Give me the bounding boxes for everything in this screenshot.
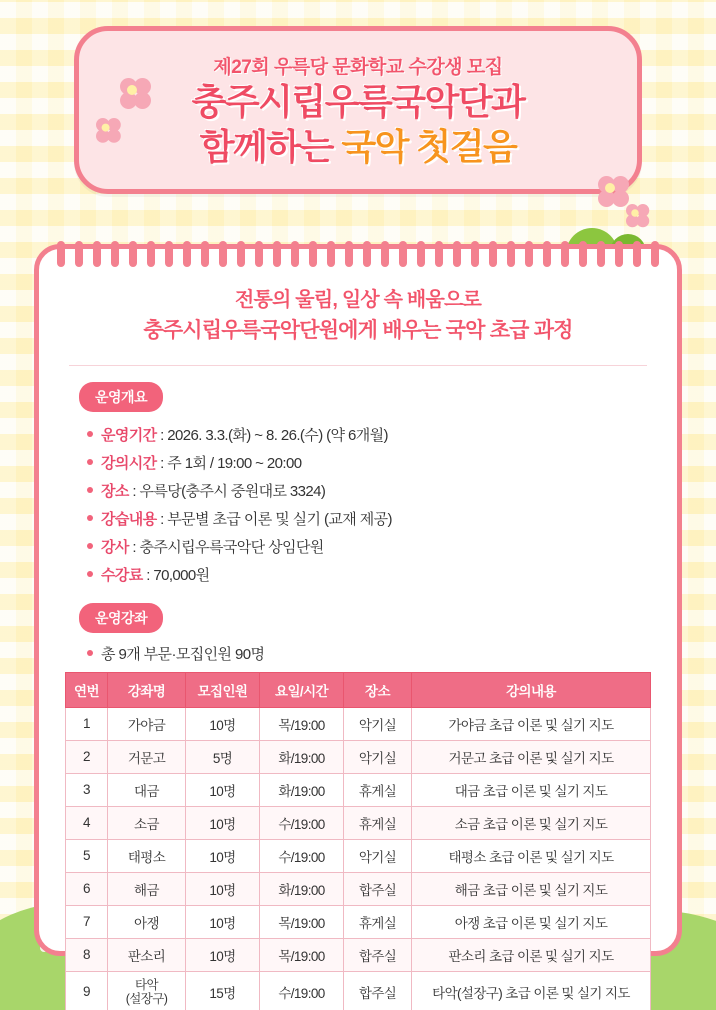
ring-icon — [543, 241, 551, 267]
overview-label: 강의시간 — [101, 454, 157, 472]
cell-content: 가야금 초급 이론 및 실기 지도 — [412, 707, 651, 740]
ring-icon — [93, 241, 101, 267]
table-row — [66, 773, 651, 806]
courses-table — [65, 672, 651, 1010]
cell-content: 아쟁 초급 이론 및 실기 지도 — [412, 905, 651, 938]
ring-icon — [453, 241, 461, 267]
overview-value: : 주 1회 / 19:00 ~ 20:00 — [160, 454, 302, 472]
cell-no: 3 — [66, 773, 108, 806]
list-item — [87, 452, 651, 473]
table-row — [66, 707, 651, 740]
cell-capacity: 10명 — [186, 839, 260, 872]
overview-label: 강습내용 — [101, 510, 157, 528]
cell-no: 7 — [66, 905, 108, 938]
ring-icon — [111, 241, 119, 267]
lead-text — [65, 285, 651, 347]
cell-place: 악기실 — [344, 740, 412, 773]
courses-heading: 운영강좌 — [79, 603, 163, 633]
courses-heading-row — [79, 603, 651, 633]
overview-heading-row — [79, 382, 651, 412]
cell-place: 합주실 — [344, 938, 412, 971]
cell-course: 태평소 — [108, 839, 186, 872]
cell-schedule: 화/19:00 — [260, 773, 344, 806]
overview-label: 장소 — [101, 482, 129, 500]
overview-label: 수강료 — [101, 566, 143, 584]
overview-value: : 우륵당(충주시 중원대로 3324) — [132, 482, 326, 500]
cell-schedule: 화/19:00 — [260, 740, 344, 773]
ring-icon — [417, 241, 425, 267]
column-header-capacity: 모집인원 — [186, 672, 260, 707]
table-row — [66, 938, 651, 971]
cell-capacity: 5명 — [186, 740, 260, 773]
ring-icon — [597, 241, 605, 267]
ring-icon — [363, 241, 371, 267]
ring-icon — [489, 241, 497, 267]
cell-capacity: 10명 — [186, 872, 260, 905]
ring-icon — [615, 241, 623, 267]
cell-place: 휴게실 — [344, 773, 412, 806]
table-row — [66, 905, 651, 938]
list-item — [87, 508, 651, 529]
cell-schedule: 목/19:00 — [260, 707, 344, 740]
ring-icon — [237, 241, 245, 267]
courses-summary: 총 9개 부문·모집인원 90명 — [87, 643, 651, 664]
cell-no: 4 — [66, 806, 108, 839]
ring-icon — [471, 241, 479, 267]
cell-content: 소금 초급 이론 및 실기 지도 — [412, 806, 651, 839]
cell-schedule: 화/19:00 — [260, 872, 344, 905]
ring-icon — [327, 241, 335, 267]
cell-course: 해금 — [108, 872, 186, 905]
ring-icon — [525, 241, 533, 267]
cell-place: 악기실 — [344, 707, 412, 740]
poster-title-line1: 충주시립우륵국악단과 — [191, 81, 525, 123]
list-item — [87, 536, 651, 557]
cell-content: 해금 초급 이론 및 실기 지도 — [412, 872, 651, 905]
table-header-row — [66, 672, 651, 707]
cell-no: 5 — [66, 839, 108, 872]
cell-course: 판소리 — [108, 938, 186, 971]
cell-place: 휴게실 — [344, 905, 412, 938]
table-row — [66, 872, 651, 905]
column-header-content: 강의내용 — [412, 672, 651, 707]
overview-label: 강사 — [101, 538, 129, 556]
cell-course: 소금 — [108, 806, 186, 839]
cell-place: 합주실 — [344, 872, 412, 905]
cell-schedule: 수/19:00 — [260, 806, 344, 839]
cell-no: 2 — [66, 740, 108, 773]
cell-course: 타악 (설장구) — [108, 971, 186, 1010]
ring-icon — [345, 241, 353, 267]
list-item — [87, 424, 651, 445]
ring-icon — [309, 241, 317, 267]
overview-value: : 70,000원 — [146, 566, 210, 584]
lead-line2: 충주시립우륵국악단원에게 배우는 국악 초급 과정 — [143, 319, 573, 342]
ring-icon — [129, 241, 137, 267]
column-header-place: 장소 — [344, 672, 412, 707]
ring-icon — [183, 241, 191, 267]
overview-value: : 충주시립우륵국악단 상임단원 — [132, 538, 324, 556]
ring-icon — [57, 241, 65, 267]
list-item — [87, 564, 651, 585]
table-row — [66, 839, 651, 872]
list-item — [87, 480, 651, 501]
ring-icon — [381, 241, 389, 267]
ring-icon — [579, 241, 587, 267]
table-row — [66, 806, 651, 839]
ring-icon — [273, 241, 281, 267]
cell-course: 아쟁 — [108, 905, 186, 938]
content-card — [34, 244, 682, 1006]
table-row — [66, 740, 651, 773]
ring-icon — [201, 241, 209, 267]
cell-content: 대금 초급 이론 및 실기 지도 — [412, 773, 651, 806]
column-header-course: 강좌명 — [108, 672, 186, 707]
cell-course: 가야금 — [108, 707, 186, 740]
ring-icon — [165, 241, 173, 267]
ring-icon — [399, 241, 407, 267]
poster-subtitle: 제27회 우륵당 문화학교 수강생 모집 — [213, 57, 503, 79]
title-panel — [74, 26, 642, 194]
poster-title-highlight: 국악 첫걸음 — [341, 125, 517, 167]
cell-content: 태평소 초급 이론 및 실기 지도 — [412, 839, 651, 872]
ring-icon — [561, 241, 569, 267]
cell-schedule: 수/19:00 — [260, 971, 344, 1010]
cell-capacity: 15명 — [186, 971, 260, 1010]
cell-schedule: 목/19:00 — [260, 905, 344, 938]
lead-line1: 전통의 울림, 일상 속 배움으로 — [234, 289, 482, 311]
cell-place: 악기실 — [344, 839, 412, 872]
cell-no: 1 — [66, 707, 108, 740]
ring-icon — [633, 241, 641, 267]
cell-no: 6 — [66, 872, 108, 905]
cell-capacity: 10명 — [186, 938, 260, 971]
cell-content: 판소리 초급 이론 및 실기 지도 — [412, 938, 651, 971]
overview-value: : 부문별 초급 이론 및 실기 (교재 제공) — [160, 510, 392, 528]
poster-title-line2 — [200, 126, 517, 168]
cell-no: 9 — [66, 971, 108, 1010]
cell-content: 거문고 초급 이론 및 실기 지도 — [412, 740, 651, 773]
table-row — [66, 971, 651, 1010]
cell-place: 휴게실 — [344, 806, 412, 839]
overview-list — [87, 424, 651, 585]
cell-capacity: 10명 — [186, 773, 260, 806]
cell-no: 8 — [66, 938, 108, 971]
column-header-schedule: 요일/시간 — [260, 672, 344, 707]
column-header-no: 연번 — [66, 672, 108, 707]
section-divider — [69, 365, 647, 366]
ring-icon — [219, 241, 227, 267]
cell-capacity: 10명 — [186, 806, 260, 839]
cell-schedule: 수/19:00 — [260, 839, 344, 872]
ring-icon — [255, 241, 263, 267]
overview-label: 운영기간 — [101, 426, 157, 444]
overview-value: : 2026. 3.3.(화) ~ 8. 26.(수) (약 6개월) — [160, 426, 388, 444]
notebook-rings — [57, 241, 659, 267]
cell-course: 대금 — [108, 773, 186, 806]
ring-icon — [147, 241, 155, 267]
poster-title-line2-pre: 함께하는 — [199, 125, 342, 167]
cell-capacity: 10명 — [186, 905, 260, 938]
ring-icon — [507, 241, 515, 267]
cell-course: 거문고 — [108, 740, 186, 773]
ring-icon — [435, 241, 443, 267]
ring-icon — [651, 241, 659, 267]
cell-content: 타악(설장구) 초급 이론 및 실기 지도 — [412, 971, 651, 1010]
overview-heading: 운영개요 — [79, 382, 163, 412]
ring-icon — [75, 241, 83, 267]
cell-place: 합주실 — [344, 971, 412, 1010]
ring-icon — [291, 241, 299, 267]
cell-schedule: 목/19:00 — [260, 938, 344, 971]
cell-capacity: 10명 — [186, 707, 260, 740]
